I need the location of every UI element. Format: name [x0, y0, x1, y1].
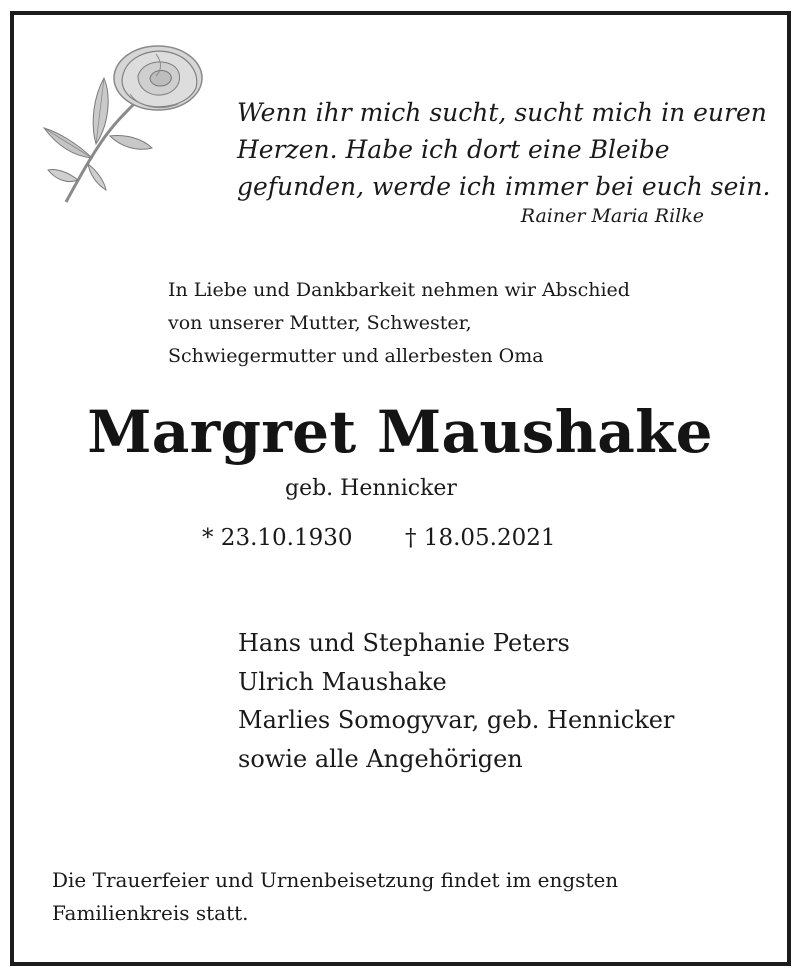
mourners-list [238, 624, 758, 778]
mourner-entry: Hans und Stephanie Peters [238, 629, 570, 657]
quote-line: gefunden, werde ich immer bei euch sein. [237, 172, 771, 201]
mourner-entry: sowie alle Angehörigen [238, 744, 523, 773]
quote-author: Rainer Maria Rilke [520, 205, 704, 227]
maiden-name: geb. Hennicker [285, 476, 457, 501]
rose-icon [38, 40, 208, 210]
quote-line: Herzen. Habe ich dort eine Bleibe [237, 135, 670, 164]
intro-line: Schwiegermutter und allerbesten Oma [168, 345, 544, 367]
death-date: † 18.05.2021 [405, 525, 556, 551]
deceased-name: Margret Maushake [87, 398, 713, 466]
quote-line: Wenn ihr mich sucht, sucht mich in euren [237, 98, 767, 127]
funeral-notice [52, 864, 752, 930]
mourner-entry: Marlies Somogyvar, geb. Hennicker [238, 706, 675, 734]
intro-line: In Liebe und Dankbarkeit nehmen wir Abschied [168, 279, 630, 301]
notice-line: Die Trauerfeier und Urnenbeisetzung findet im engsten [52, 868, 619, 892]
mourner-entry: Ulrich Maushake [238, 667, 447, 696]
birth-date: * 23.10.1930 [202, 525, 353, 551]
rilke-quote [237, 94, 771, 205]
intro-line: von unserer Mutter, Schwester, [168, 312, 472, 334]
farewell-intro [168, 274, 728, 373]
notice-line: Familienkreis statt. [52, 901, 249, 925]
